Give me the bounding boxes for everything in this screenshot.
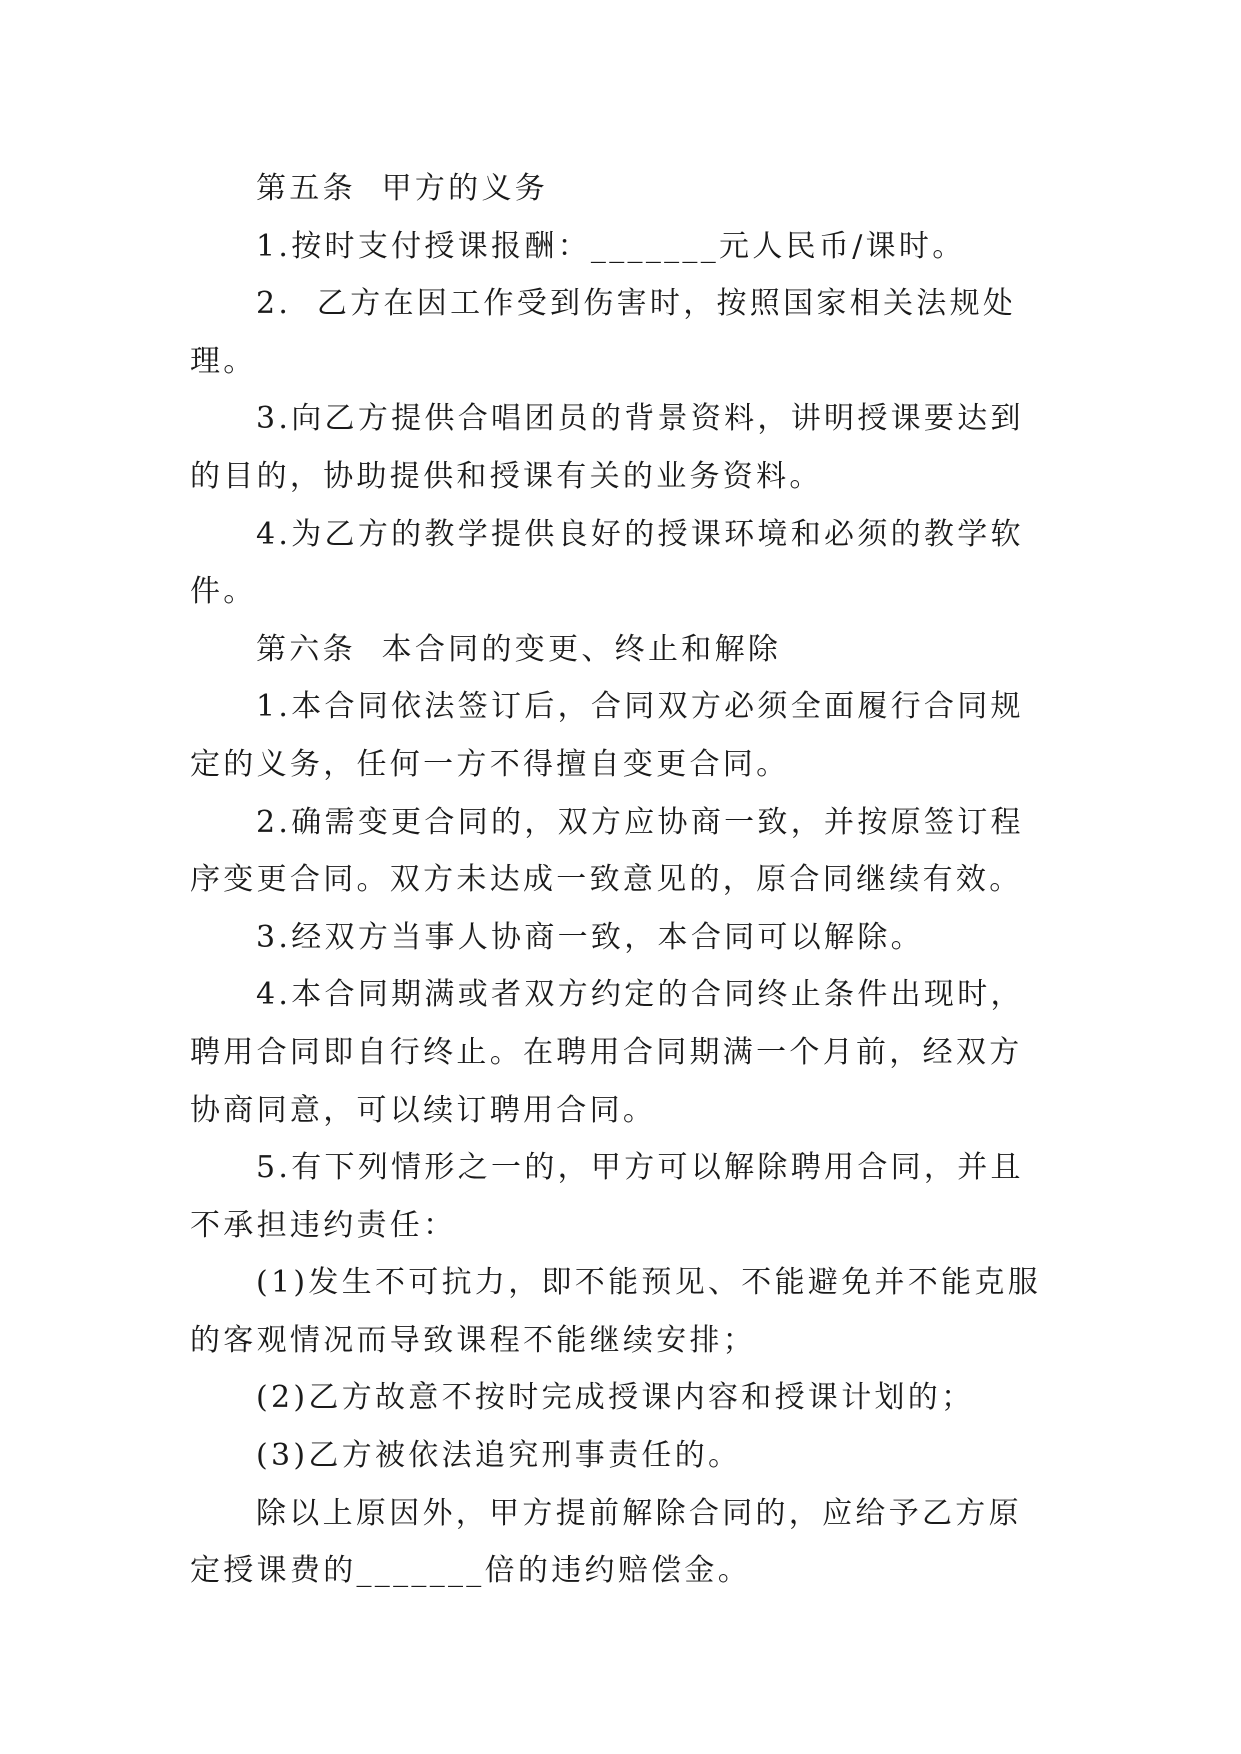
clause-paragraph: 2.确需变更合同的，双方应协商一致，并按原签订程序变更合同。双方未达成一致意见的，原合同继续有效。 — [190, 804, 1024, 898]
clause-paragraph: 除以上原因外，甲方提前解除合同的，应给予乙方原定授课费的_______倍的违约赔偿金。 — [190, 1495, 1022, 1589]
clause-paragraph: 5.有下列情形之一的，甲方可以解除聘用合同，并且不承担违约责任： — [190, 1150, 1024, 1243]
clause-paragraph: 1.本合同依法签订后，合同双方必须全面履行合同规定的义务，任何一方不得擅自变更合同。 — [190, 689, 1024, 782]
document-body — [190, 160, 1050, 1600]
clause-paragraph: 3.向乙方提供合唱团员的背景资料，讲明授课要达到的目的，协助提供和授课有关的业务资料。 — [190, 401, 1024, 494]
clause-paragraph: 4.为乙方的教学提供良好的授课环境和必须的教学软件。 — [190, 516, 1024, 610]
sub-clause-paragraph: (3)乙方被依法追究刑事责任的。 — [256, 1438, 742, 1474]
clause-paragraph: 4.本合同期满或者双方约定的合同终止条件出现时，聘用合同即自行终止。在聘用合同期满一个月前，经双方协商同意，可以续订聘用合同。 — [190, 977, 1024, 1128]
sub-clause-paragraph: (2)乙方故意不按时完成授课内容和授课计划的； — [256, 1380, 975, 1416]
article-heading-6: 第六条 本合同的变更、终止和解除 — [256, 631, 782, 667]
article-heading-5: 第五条 甲方的义务 — [256, 171, 549, 206]
clause-paragraph: 1.按时支付授课报酬：_______元人民币/课时。 — [256, 228, 966, 264]
clause-paragraph: 2. 乙方在因工作受到伤害时，按照国家相关法规处理。 — [190, 286, 1017, 379]
clause-paragraph: 3.经双方当事人协商一致，本合同可以解除。 — [256, 919, 924, 955]
sub-clause-paragraph: (1)发生不可抗力，即不能预见、不能避免并不能克服的客观情况而导致课程不能继续安排； — [190, 1265, 1041, 1358]
